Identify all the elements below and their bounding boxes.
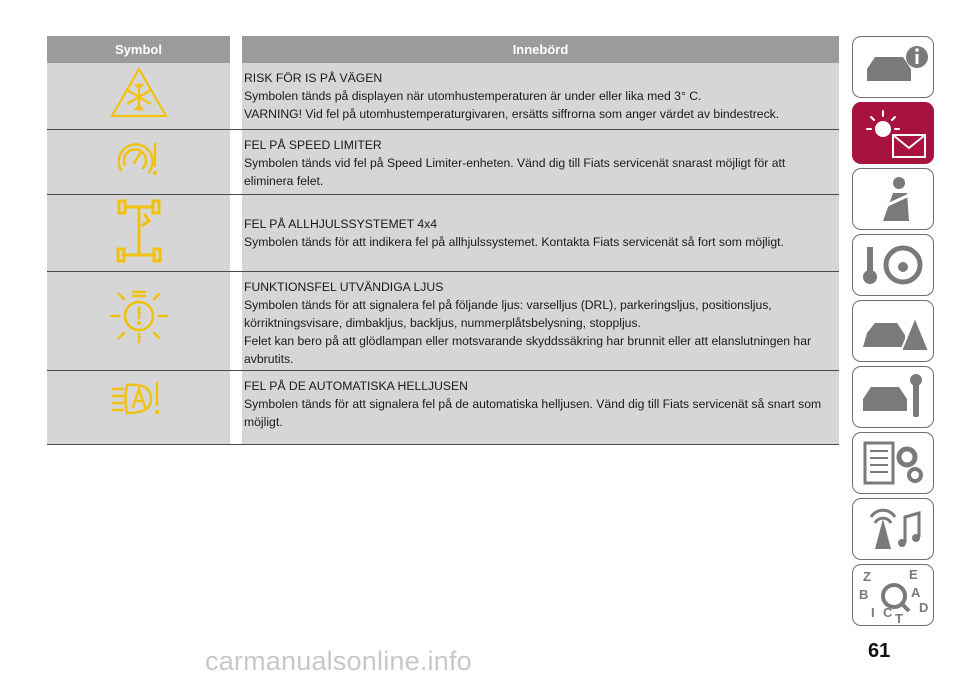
row-title: RISK FÖR IS PÅ VÄGEN [244, 71, 383, 85]
tab-start-driving[interactable] [852, 234, 934, 296]
row-title: FEL PÅ DE AUTOMATISKA HELLJUSEN [244, 379, 468, 393]
table-row [47, 130, 839, 195]
warning-light-message-icon [853, 103, 935, 165]
row-text: Felet kan bero på att glödlampan eller motsvarande skyddssäkring har brunnit eller att elanslutningen har avbrutits. [244, 334, 812, 366]
index-letter: C [883, 605, 893, 620]
header-symbol: Symbol [115, 42, 162, 57]
index-letter: Z [863, 569, 871, 584]
speed-limiter-fault-icon [99, 130, 179, 188]
index-letter: T [895, 611, 903, 626]
row-text: Symbolen tänds för att signalera fel på följande ljus: varselljus (DRL), parkeringsljus, positionsljus, körriktningsvisare, dimbakljus, backljus, nummerplåtsbelysning, stoppljus. [244, 298, 772, 330]
tab-warning-lights[interactable] [852, 102, 934, 164]
table-row [47, 63, 839, 130]
index-letter: I [871, 605, 875, 620]
index-letter: E [909, 567, 918, 582]
index-icon [853, 565, 935, 627]
index-letter: D [919, 600, 929, 615]
row-title: FUNKTIONSFEL UTVÄNDIGA LJUS [244, 280, 444, 294]
table-row [47, 371, 839, 445]
table-row [47, 272, 839, 371]
key-steering-wheel-icon [853, 235, 935, 297]
emergency-triangle-icon [853, 301, 935, 363]
tab-maintenance[interactable] [852, 366, 934, 428]
tab-index[interactable] [852, 564, 934, 626]
table-row [47, 195, 839, 272]
warning-lights-table [47, 36, 839, 445]
row-text: VARNING! Vid fel på utomhustemperaturgivaren, ersätts siffrorna som anger värdet av bindestreck. [244, 107, 780, 121]
row-title: FEL PÅ SPEED LIMITER [244, 138, 382, 152]
index-letter: A [911, 585, 921, 600]
auto-high-beam-fault-icon [99, 371, 179, 425]
tab-technical-data[interactable] [852, 432, 934, 494]
page-number: 61 [868, 640, 891, 662]
tab-car-info[interactable] [852, 36, 934, 98]
watermark: carmanualsonline.info [205, 646, 472, 676]
row-title: FEL PÅ ALLHJULSSYSTEMET 4x4 [244, 217, 438, 231]
exterior-lights-fault-icon [99, 272, 179, 352]
seatbelt-airbag-icon [853, 169, 935, 231]
row-text: Symbolen tänds för att indikera fel på allhjulssystemet. Kontakta Fiats servicenät så fort som möjligt. [244, 235, 784, 249]
awd-fault-icon [99, 195, 179, 269]
header-meaning: Innebörd [512, 42, 569, 57]
index-letter: B [859, 587, 869, 602]
row-text: Symbolen tänds vid fel på Speed Limiter-enheten. Vänd dig till Fiats servicenät snarast möjligt för att eliminera felet. [244, 156, 786, 188]
car-service-icon [853, 367, 935, 429]
car-info-icon [853, 37, 935, 99]
multimedia-icon [853, 499, 935, 561]
row-text: Symbolen tänds för att signalera fel på de automatiska helljusen. Vänd dig till Fiats servicenät så snart som möjligt. [244, 397, 822, 429]
snowflake-warning-icon [99, 63, 179, 123]
row-text: Symbolen tänds på displayen när utomhustemperaturen är under eller lika med 3° C. [244, 89, 702, 103]
technical-data-icon [853, 433, 935, 495]
table-header [47, 36, 839, 63]
tab-safety[interactable] [852, 168, 934, 230]
tab-emergency[interactable] [852, 300, 934, 362]
tab-multimedia[interactable] [852, 498, 934, 560]
